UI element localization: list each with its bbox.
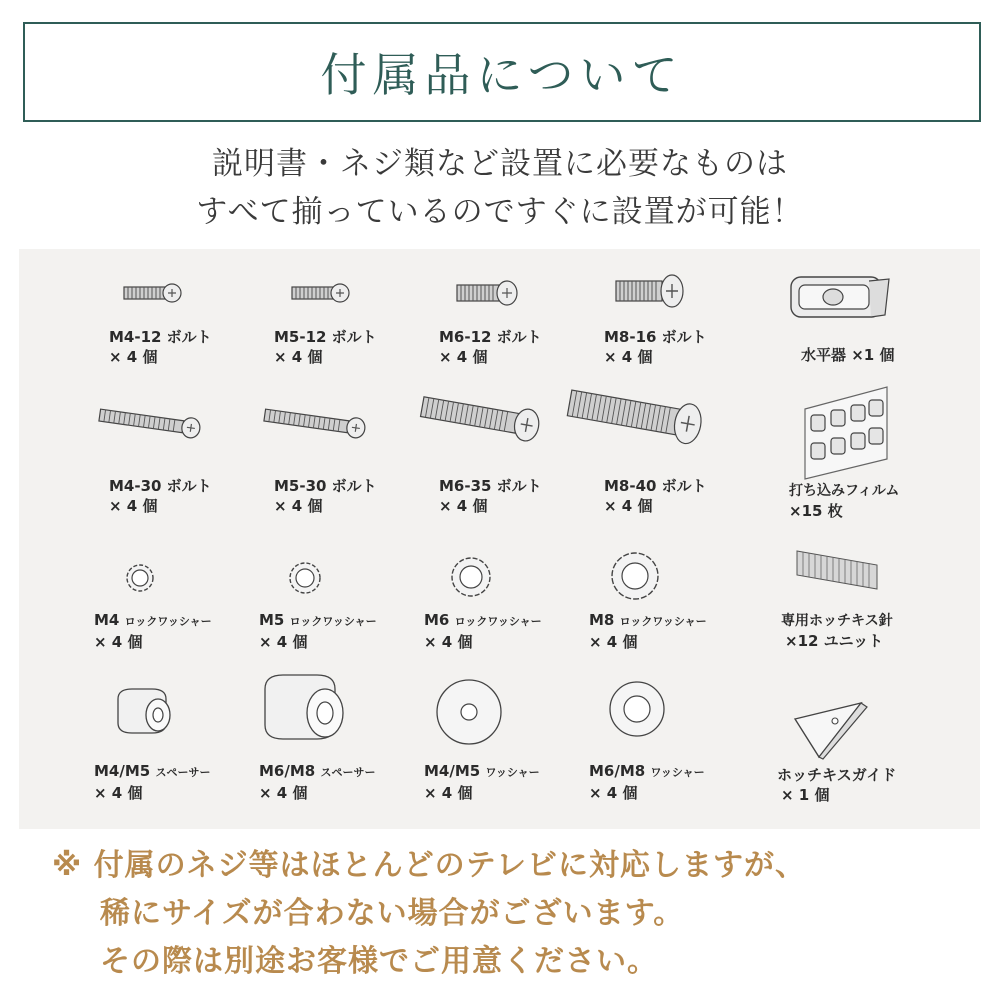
lock-washer-icon	[446, 552, 496, 602]
item-label: 専用ホッチキス針 ×12 ユニット	[781, 613, 893, 650]
item-label: ホッチキスガイド × 1 個	[777, 766, 897, 804]
spacer-icon	[259, 669, 355, 745]
item-label: M4 ロックワッシャー × 4 個	[94, 611, 212, 651]
item-label: M6 ロックワッシャー × 4 個	[424, 611, 542, 651]
flat-washer-icon	[607, 679, 667, 739]
page-title: 付属品について	[320, 48, 684, 102]
footnote	[52, 842, 982, 986]
lock-washer-icon	[607, 548, 663, 604]
item-label: M6/M8 スペーサー × 4 個	[259, 762, 376, 802]
stapler-guide-icon	[791, 699, 871, 761]
long-bolt-icon	[264, 404, 374, 444]
item-label: M8 ロックワッシャー × 4 個	[589, 611, 707, 651]
long-bolt-icon	[421, 393, 551, 453]
item-label: M4/M5 スペーサー × 4 個	[94, 762, 211, 802]
item-label: M6-35 ボルト × 4 個	[439, 477, 542, 515]
item-label: M6/M8 ワッシャー × 4 個	[589, 762, 705, 802]
intro-text	[0, 140, 1000, 236]
item-label: M8-40 ボルト × 4 個	[604, 477, 707, 515]
intro-line-1: 説明書・ネジ類など設置に必要なものは	[212, 146, 788, 182]
short-bolt-icon	[292, 279, 352, 309]
long-bolt-icon	[99, 404, 209, 444]
footnote-line-3: その際は別途お客様でご用意ください。	[100, 944, 658, 979]
spirit-level-icon	[785, 271, 895, 331]
long-bolt-icon	[568, 386, 708, 456]
film-sheet-icon	[795, 387, 891, 483]
short-bolt-icon	[616, 271, 686, 311]
lock-washer-icon	[283, 556, 327, 600]
item-label: M4/M5 ワッシャー × 4 個	[424, 762, 540, 802]
item-label: M5 ロックワッシャー × 4 個	[259, 611, 377, 651]
item-label: M5-12 ボルト × 4 個	[274, 328, 377, 366]
staples-icon	[795, 549, 885, 595]
footnote-line-1: ※ 付属のネジ等はほとんどのテレビに対応しますが、	[52, 848, 807, 883]
item-label: 水平器 ×1 個	[801, 346, 895, 364]
intro-line-2: すべて揃っているのですぐに設置が可能！	[196, 194, 804, 230]
item-label: M5-30 ボルト × 4 個	[274, 477, 377, 515]
accessories-panel	[19, 249, 980, 829]
item-label: M6-12 ボルト × 4 個	[439, 328, 542, 366]
item-label: M4-12 ボルト × 4 個	[109, 328, 212, 366]
short-bolt-icon	[124, 279, 184, 309]
footnote-line-2: 稀にサイズが合わない場合がございます。	[100, 896, 685, 931]
item-label: 打ち込みフィルム ×15 枚	[789, 483, 900, 520]
item-label: M8-16 ボルト × 4 個	[604, 328, 707, 366]
spacer-icon	[112, 683, 182, 743]
lock-washer-icon	[120, 558, 160, 598]
title-box	[23, 22, 981, 122]
flat-washer-icon	[434, 677, 504, 747]
item-label: M4-30 ボルト × 4 個	[109, 477, 212, 515]
short-bolt-icon	[457, 277, 521, 311]
